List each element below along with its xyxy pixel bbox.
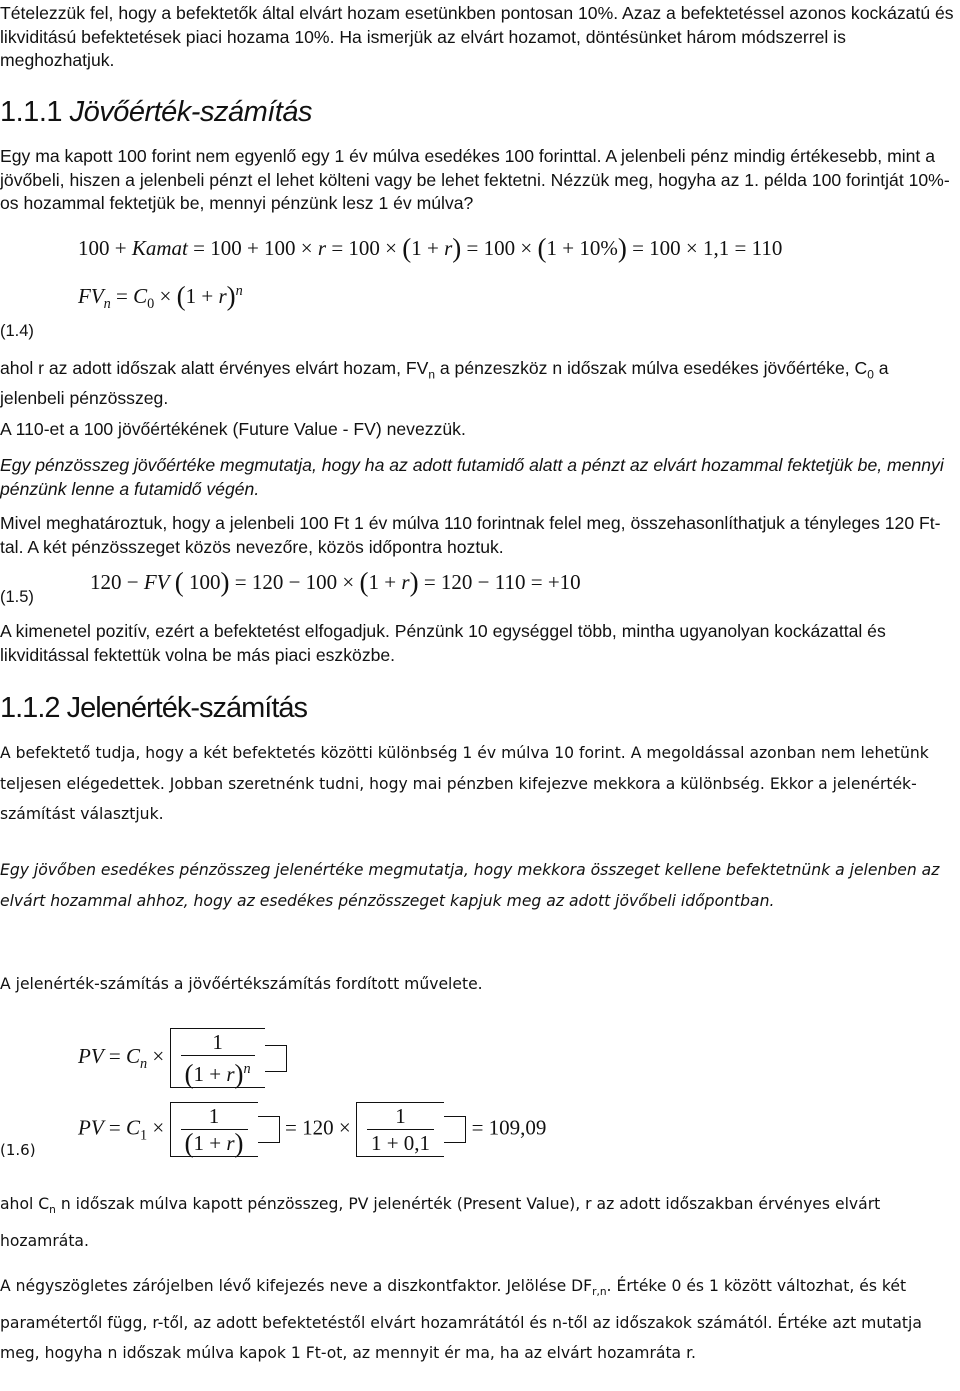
paragraph-variables: ahol r az adott időszak alatt érvényes elvárt hozam, $FV_n$ a pénzeszköz n időszak múlva esedékes jövőértéke, $C_0$ a jelenbeli pénzösszeg. — [0, 358, 889, 409]
paragraph-future-value-intro: Egy ma kapott 100 forint nem egyenlő egy 1 év múlva esedékes 100 forinttal. A jelenbeli pénz mindig értékesebb, mint a jövőbeli, hiszen a jelenbeli pénzt el lehet költeni vagy be lehet fektetni. Nézzük meg, hogyha az 1. példa 100 forintját 10%-os hozammal fektetjük be, mennyi pénzünk lesz 1 év múlva? — [0, 146, 950, 213]
section-title: Jövőérték-számítás — [69, 96, 312, 128]
equation-1-5: 120 − FV ( 100) = 120 − 100 × (1 + r) = 120 − 110 = +10 — [90, 567, 581, 597]
equation-label-1-4: (1.4) — [0, 322, 34, 340]
paragraph-outcome: A kimenetel pozitív, ezért a befektetést elfogadjuk. Pénzünk 10 egységgel több, mintha ugyanolyan kockázattal és likviditással fektettük volna be más piaci eszközbe. — [0, 621, 886, 665]
equation-1-4-line1: 100 + Kamat = 100 + 100 × r = 100 × (1 + r) = 100 × (1 + 10%) = 100 × 1,1 = 110 — [78, 233, 783, 263]
section-title: Jelenérték-számítás — [66, 692, 308, 724]
paragraph-future-value-meaning: Egy pénzösszeg jövőértéke megmutatja, hogy ha az adott futamidő alatt a pénzt az elvárt hozammal fektetjük be, mennyi pénzünk lenne a futamidő végén. — [0, 455, 944, 499]
paragraph-discount-factor: A négyszögletes zárójelben lévő kifejezés neve a diszkontfaktor. Jelölése $DF_{r,n}$. Értéke 0 és 1 között változhat, és két paramétertől függ, r-től, az adott befektetéstől elvárt hozamrátától és n-től az időszakok számától. Értéke azt mutatja meg, hogyha n időszak múlva kapok 1 Ft-ot, az mennyit ér ma, ha az elvárt hozamráta r. — [0, 1277, 922, 1363]
paragraph-pv-variables: ahol $C_n$ n időszak múlva kapott pénzösszeg, PV jelenérték (Present Value), r az adott időszakban érvényes elvárt hozamráta. — [0, 1195, 881, 1250]
section-heading-2 — [0, 692, 307, 725]
paragraph-future-value-definition: A 110-et a 100 jövőértékének (Future Value - FV) nevezzük. — [0, 419, 466, 439]
paragraph-inverse-operation: A jelenérték-számítás a jövőértékszámítás fordított művelete. — [0, 975, 483, 993]
section-number: 1.1.1 — [0, 96, 62, 128]
equation-1-4-line2: $FV_n = C_0 \times (1 + r)^n$ — [78, 281, 243, 313]
equation-label-1-5: (1.5) — [0, 588, 34, 606]
equation-label-1-6: (1.6) — [0, 1141, 36, 1159]
equation-1-6-line2: PV = $C_1$ × $\frac{1}{(1 + r)}$ = 120 × $\frac{1}{1 + 0,1}$ = 109,09 — [78, 1104, 547, 1158]
equation-1-6-line1: PV = $C_n$ × $\frac{1}{(1 + r)^n}$ — [78, 1028, 287, 1088]
intro-paragraph: Tételezzük fel, hogy a befektetők által elvárt hozam esetünkben pontosan 10%. Azaz a befektetéssel azonos kockázatú és likviditású befektetések piaci hozama 10%. Ha ismerjük az elvárt hozamot, döntésünket három módszerrel is meghozhatjuk. — [0, 3, 954, 70]
paragraph-comparison: Mivel meghatároztuk, hogy a jelenbeli 100 Ft 1 év múlva 110 forintnak felel meg, összehasonlíthatjuk a tényleges 120 Ft-tal. A két pénzösszeget közös nevezőre, közös időpontra hoztuk. — [0, 513, 941, 557]
section-number: 1.1.2 — [0, 692, 60, 724]
paragraph-present-value-intro: A befektető tudja, hogy a két befektetés közötti különbség 1 év múlva 10 forint. A megoldással azonban nem lehetünk teljesen elégedettek. Jobban szeretnénk tudni, hogy mai pénzben kifejezve mekkora a különbség. Ekkor a jelenérték-számítást választjuk. — [0, 744, 929, 823]
paragraph-present-value-meaning: Egy jövőben esedékes pénzösszeg jelenértéke megmutatja, hogy mekkora összeget kellene befektetnünk a jelenben az elvárt hozammal ahhoz, hogy az esedékes pénzösszeget kapjuk meg az adott jövőbeli időpontban. — [0, 861, 940, 910]
section-heading-1 — [0, 96, 312, 129]
